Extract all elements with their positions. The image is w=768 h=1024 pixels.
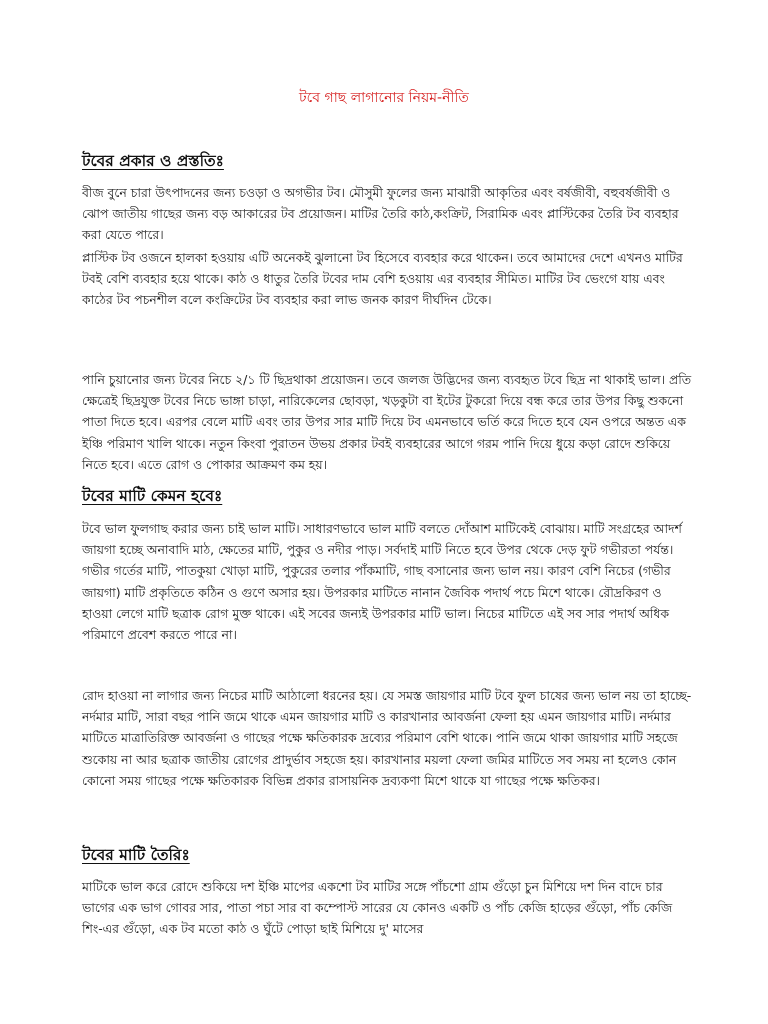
paragraph: মাটিকে ভাল করে রোদে শুকিয়ে দশ ইঞ্চি মাপের একশো টব মাটির সঙ্গে পাঁচশো গ্রাম গুঁড়ো চুন মিশিয়ে দশ দিন বাদে চার ভাগের এক ভাগ গোবর সার, পাতা পচা সার বা কম্পোস্ট সারের যে কোনও একটি ও পাঁচ কেজি হাড়ের গুঁড়ো, পাঁচ কেজি শিং-এর গুঁড়ো, এক টব মতো কাঠ ও ঘুঁটে পোড়া ছাই মিশিয়ে দু' মাসের: [82, 879, 673, 937]
paragraph: পানি চুয়ানোর জন্য টবের নিচে ২/১ টি ছিদ্রথাকা প্রয়োজন। তবে জলজ উদ্ভিদের জন্য ব্যবহৃত টবে ছিদ্র না থাকাই ভাল। প্রতি ক্ষেত্রেই ছিদ্রযুক্ত টবের নিচে ভাঙ্গা চাড়া, নারিকেলের ছোবড়া, খড়কুটা বা ইটের টুকরো দিয়ে বন্ধ করে তার উপর কিছু শুকনো পাতা দিতে হবে। এরপর বেলে মাটি এবং তার উপর সার মাটি দিয়ে টব এমনভাবে ভর্তি করে দিতে হবে যেন ওপরে অন্তত এক ইঞ্চি পরিমাণ খালি থাকে। নতুন কিংবা পুরাতন উভয় প্রকার টবই ব্যবহারের আগে গরম পানি দিয়ে ধুয়ে কড়া রোদে শুকিয়ে নিতে হবে। এতে রোগ ও পোকার আক্রমণ কম হয়।: [82, 372, 692, 472]
document-title: টবে গাছ লাগানোর নিয়ম-নীতি: [299, 90, 469, 106]
section-heading-pot-types: টবের প্রকার ও প্রস্ততিঃ: [82, 152, 224, 170]
paragraph: রোদ হাওয়া না লাগার জন্য নিচের মাটি আঠালো ধরনের হয়। যে সমস্ত জায়গার মাটি টবে ফুল চাষের জন্য ভাল নয় তা হাচ্ছে- নর্দমার মাটি, সারা বছর পানি জমে থাকে এমন জায়গার মাটি ও কারখানার আবর্জনা ফেলা হয় এমন জায়গার মাটি। নর্দমার মাটিতে মাত্রাতিরিক্ত আবর্জনা ও গাছের পক্ষে ক্ষতিকারক দ্রব্যের পরিমাণ বেশি থাকে। পানি জমে থাকা জায়গার মাটি সহজে শুকোয় না আর ছত্রাক জাতীয় রোগের প্রাদুর্ভাব সহজে হয়। কারখানার ময়লা ফেলা জমির মাটিতে সব সময় না হলেও কোন কোনো সময় গাছের পক্ষে ক্ষতিকারক বিভিন্ন প্রকার রাসায়নিক দ্রব্যকণা মিশে থাকে যা গাছের পক্ষে ক্ষতিকর।: [82, 688, 692, 788]
section-heading-soil-preparation: টবের মাটি তৈরিঃ: [82, 846, 190, 864]
paragraph: টবে ভাল ফুলগাছ করার জন্য চাই ভাল মাটি। সাধারণভাবে ভাল মাটি বলতে দোঁআশ মাটিকেই বোঝায়। মাটি সংগ্রহের আদর্শ জায়গা হচ্ছে অনাবাদি মাঠ, ক্ষেতের মাটি, পুকুর ও নদীর পাড়। সর্বদাই মাটি নিতে হবে উপর থেকে দেড় ফুট গভীরতা পর্যন্ত। গভীর গর্তের মাটি, পাতকুয়া খোড়া মাটি, পুকুরের তলার পাঁকমাটি, গাছ বসানোর জন্য ভাল নয়। কারণ বেশি নিচের (গভীর জায়গা) মাটি প্রকৃতিতে কঠিন ও গুণে অসার হয়। উপরকার মাটিতে নানান জৈবিক পদার্থ পচে মিশে থাকে। রৌদ্রকিরণ ও হাওয়া লেগে মাটি ছত্রাক রোগ মুক্ত থাকে। এই সবের জন্যই উপরকার মাটি ভাল। নিচের মাটিতে এই সব সার পদার্থ অধিক পরিমাণে প্রবেশ করতে পারে না।: [82, 521, 682, 643]
paragraph: বীজ বুনে চারা উৎপাদনের জন্য চওড়া ও অগভীর টব। মৌসুমী ফুলের জন্য মাঝারী আকৃতির এবং বর্ষজীবী, বহুবর্ষজীবী ও ঝোপ জাতীয় গাছের জন্য বড় আকারের টব প্রয়োজন। মাটির তৈরি কাঠ,কংক্রিট, সিরামিক এবং প্লাস্টিকের তৈরি টব ব্যবহার করা যেতে পারে।: [82, 185, 679, 243]
paragraph: প্লাস্টিক টব ওজনে হালকা হওয়ায় এটি অনেকই ঝুলানো টব হিসেবে ব্যবহার করে থাকেন। তবে আমাদের দেশে এখনও মাটির টবই বেশি ব্যবহার হয়ে থাকে। কাঠ ও ধাতুর তৈরি টবের দাম বেশি হওয়ায় এর ব্যবহার সীমিত। মাটির টব ভেংগে যায় এবং কাঠের টব পচনশীল বলে কংক্রিটের টব ব্যবহার করা লাভ জনক কারণ দীর্ঘদিন টেকে।: [82, 250, 683, 308]
section-heading-soil-quality: টবের মাটি কেমন হবেঃ: [82, 487, 223, 505]
